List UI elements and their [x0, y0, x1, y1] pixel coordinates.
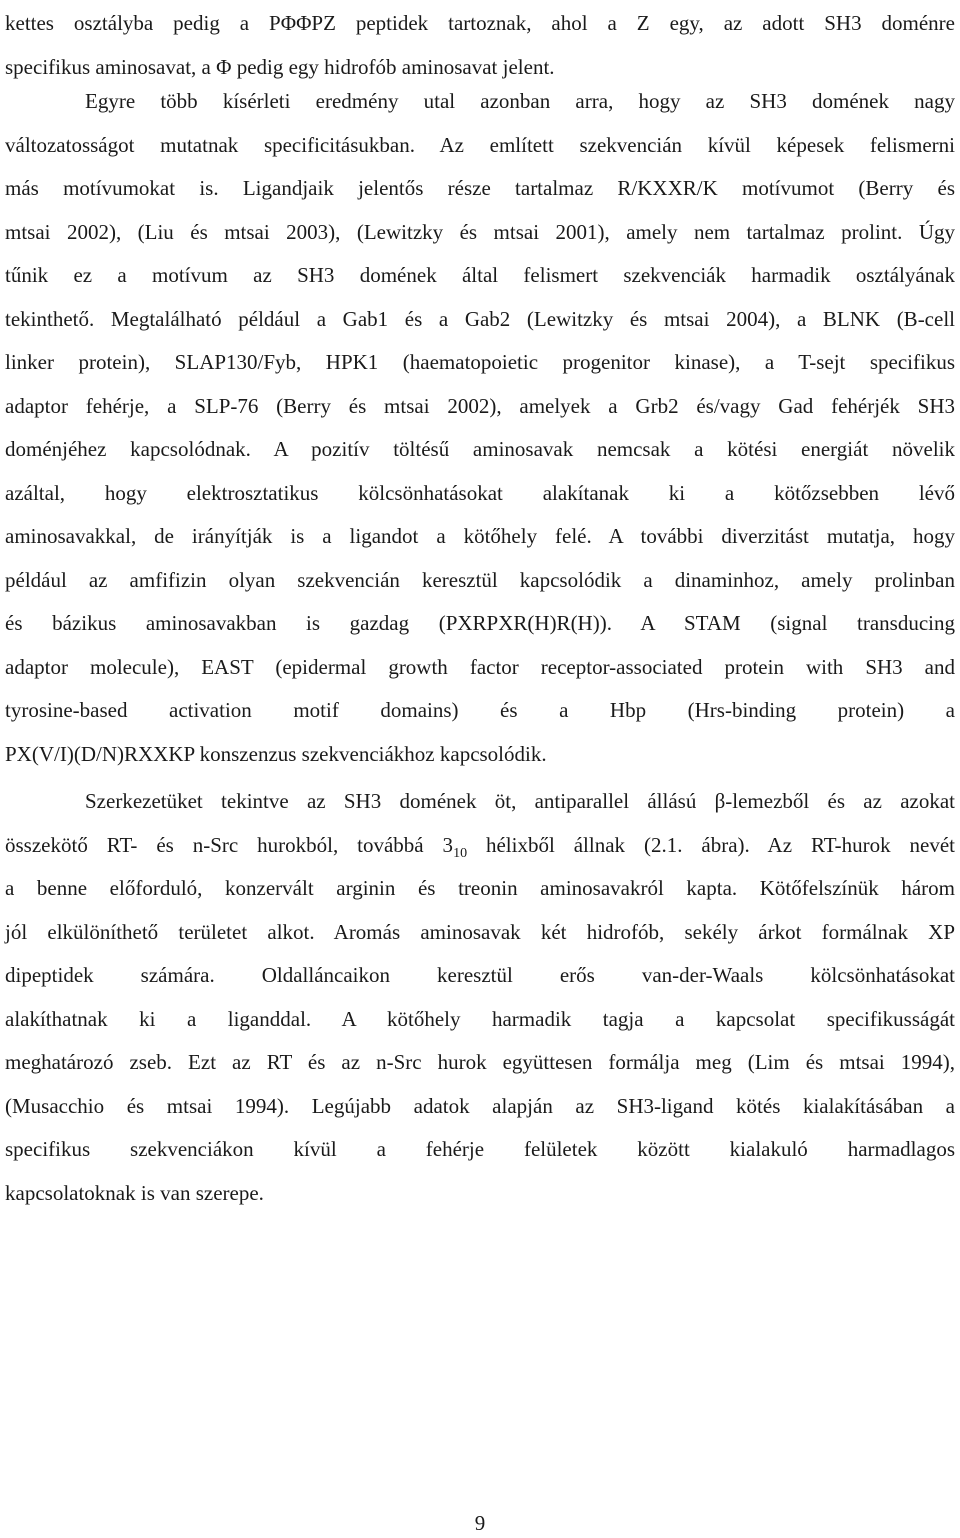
text-line-with-subscript — [5, 824, 955, 868]
text-line: Egyre több kísérleti eredmény utal azonban arra, hogy az SH3 domének nagy — [85, 89, 955, 113]
text-segment: összekötő RT- és n-Src hurokból, továbbá 3 — [5, 832, 454, 857]
subscript: 10 — [453, 845, 468, 861]
text-line: más motívumokat is. Ligandjaik jelentős része tartalmaz R/KXXR/K motívumot (Berry és — [5, 176, 955, 200]
text-line: specifikus aminosavat, a Φ pedig egy hidrofób aminosavat jelent. — [5, 54, 555, 79]
text-line: kettes osztályba pedig a PΦΦPZ peptidek tartoznak, ahol a Z egy, az adott SH3 doménre — [5, 11, 955, 35]
text-line: linker protein), SLAP130/Fyb, HPK1 (haematopoietic progenitor kinase), a T-sejt specifikus — [5, 350, 955, 374]
text-line: specifikus szekvenciákon kívül a fehérje felületek között kialakuló harmadlagos — [5, 1137, 955, 1161]
text-line: a benne előforduló, konzervált arginin és treonin aminosavakról kapta. Kötőfelszínük három — [5, 876, 955, 900]
text-line: tyrosine-based activation motif domains) és a Hbp (Hrs-binding protein) a — [5, 698, 955, 722]
text-line: alakíthatnak ki a liganddal. A kötőhely harmadik tagja a kapcsolat specifikusságát — [5, 1006, 955, 1031]
paragraph-continuation — [5, 2, 955, 89]
text-line: (Musacchio és mtsai 1994). Legújabb adatok alapján az SH3-ligand kötés kialakításában a — [5, 1093, 955, 1118]
page-number: 9 — [474, 1511, 486, 1535]
text-line: azáltal, hogy elektrosztatikus kölcsönhatásokat alakítanak ki a kötőzsebben lévő — [5, 480, 955, 505]
paragraph-sh3-specificity — [5, 80, 955, 776]
text-line: PX(V/I)(D/N)RXXKP konszenzus szekvenciákhoz kapcsolódik. — [5, 741, 547, 766]
text-line: Szerkezetüket tekintve az SH3 domének öt, antiparallel állású β-lemezből és az azokat — [85, 789, 955, 813]
text-line: például az amfifizin olyan szekvencián keresztül kapcsolódik a dinaminhoz, amely prolinban — [5, 567, 955, 592]
text-line: mtsai 2002), (Liu és mtsai 2003), (Lewitzky és mtsai 2001), amely nem tartalmaz prolint. Úgy — [5, 219, 955, 244]
text-segment: hélixből állnak (2.1. ábra). Az RT-hurok nevét — [467, 832, 955, 857]
paragraph-sh3-structure — [5, 780, 955, 1215]
text-line: aminosavakkal, de irányítják is a ligandot a kötőhely felé. A további diverzitást mutatja, hogy — [5, 524, 955, 548]
text-line: meghatározó zseb. Ezt az RT és az n-Src hurok együttesen formálja meg (Lim és mtsai 1994), — [5, 1050, 955, 1074]
text-line: adaptor molecule), EAST (epidermal growth factor receptor-associated protein with SH3 and — [5, 654, 955, 679]
text-line: jól elkülöníthető területet alkot. Aromás aminosavak két hidrofób, sekély árkot formálnak XP — [5, 919, 955, 944]
text-line: kapcsolatoknak is van szerepe. — [5, 1180, 264, 1205]
text-line: tűnik ez a motívum az SH3 domének által felismert szekvenciák harmadik osztályának — [5, 263, 955, 287]
text-line: tekinthető. Megtalálható például a Gab1 és a Gab2 (Lewitzky és mtsai 2004), a BLNK (B-cell — [5, 306, 955, 331]
text-line: adaptor fehérje, a SLP-76 (Berry és mtsai 2002), amelyek a Grb2 és/vagy Gad fehérjék SH3 — [5, 393, 955, 418]
text-line: dipeptidek számára. Oldalláncaikon keresztül erős van-der-Waals kölcsönhatásokat — [5, 963, 955, 987]
text-line: változatosságot mutatnak specificitásukban. Az említett szekvencián kívül képesek felismerni — [5, 132, 955, 157]
text-line: és bázikus aminosavakban is gazdag (PXRPXR(H)R(H)). A STAM (signal transducing — [5, 611, 955, 635]
text-line: doménjéhez kapcsolódnak. A pozitív töltésű aminosavak nemcsak a kötési energiát növelik — [5, 437, 955, 461]
